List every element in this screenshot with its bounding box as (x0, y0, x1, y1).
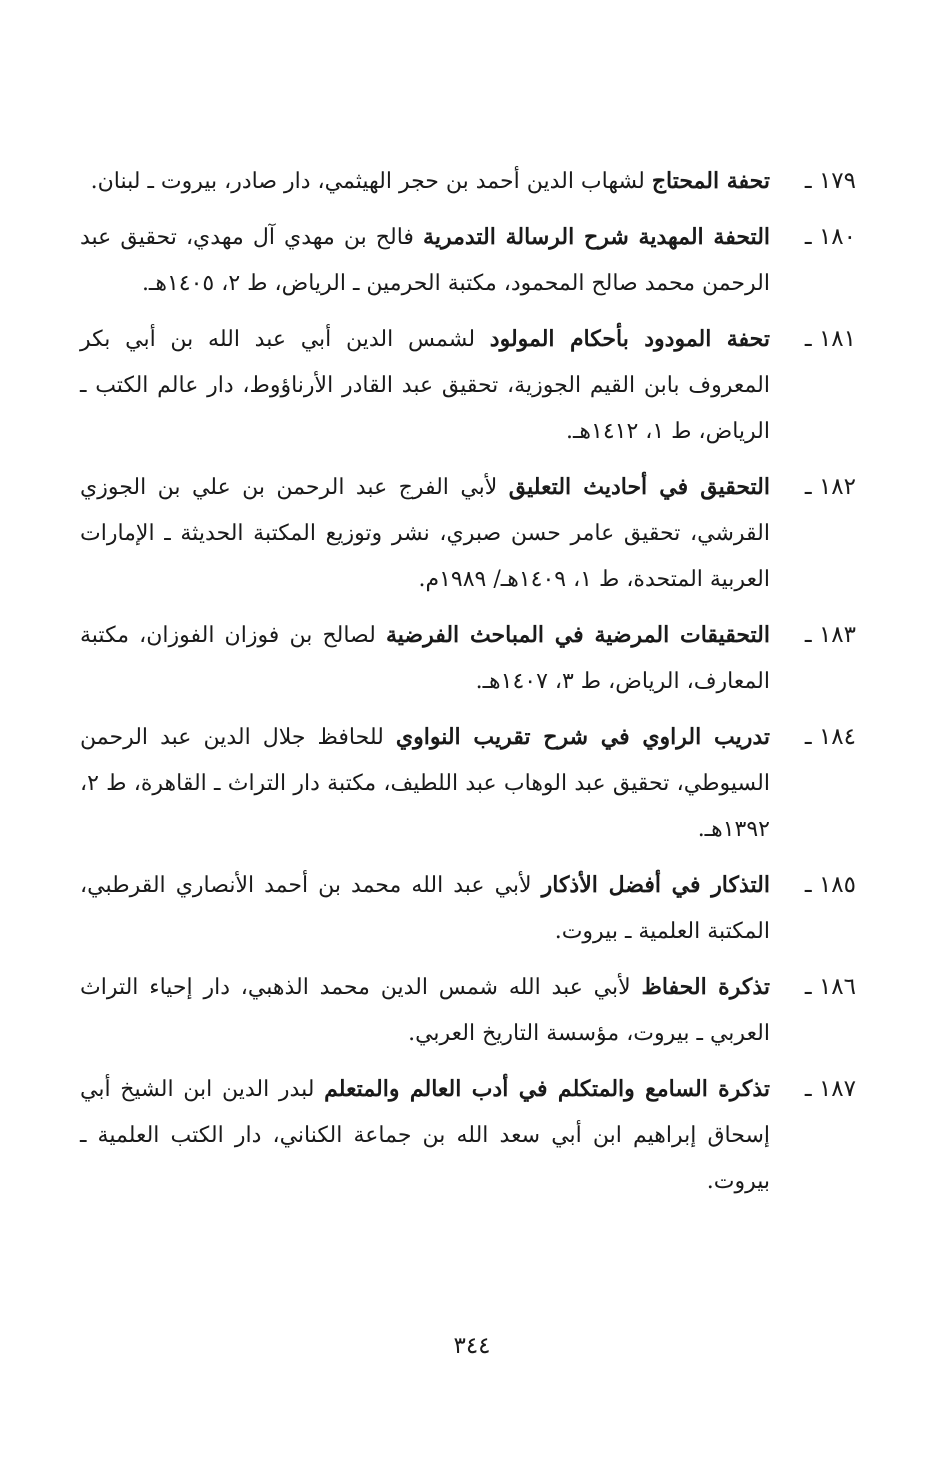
entry-details: لأبي عبد الله شمس الدين محمد الذهبي، دار إحياء التراث العربي ـ بيروت، مؤسسة التاريخ العربي. (80, 975, 770, 1046)
entry-text (80, 862, 770, 955)
page-number: ٣٤٤ (453, 1333, 491, 1359)
entry-details: فالح بن مهدي آل مهدي، تحقيق عبد الرحمن محمد صالح المحمود، مكتبة الحرمين ـ الرياض، ط ٢، ١٤٠٥هـ. (80, 225, 770, 296)
entry-number: ١٨٥ ـ (804, 872, 856, 898)
entry-text (80, 612, 770, 705)
entry-number: ١٨٦ ـ (804, 974, 856, 1000)
entry-details: لبدر الدين ابن الشيخ أبي إسحاق إبراهيم ابن أبي سعد الله بن جماعة الكناني، دار الكتب العلمية ـ بيروت. (80, 1077, 770, 1194)
entry-title: التذكار في أفضل الأذكار (541, 872, 770, 898)
entry-details: لشمس الدين أبي عبد الله بن أبي بكر المعروف بابن القيم الجوزية، تحقيق عبد القادر الأرناؤوط، دار عالم الكتب ـ الرياض، ط ١، ١٤١٢هـ. (80, 327, 770, 444)
entry-details: لشهاب الدين أحمد بن حجر الهيثمي، دار صادر، بيروت ـ لبنان. (90, 169, 652, 194)
bibliography-list (80, 158, 856, 1214)
entry-number: ١٨٤ ـ (804, 724, 856, 750)
bibliography-entry (80, 714, 856, 853)
entry-number: ١٨١ ـ (804, 326, 856, 352)
entry-text (80, 964, 770, 1057)
bibliography-entry (80, 964, 856, 1057)
entry-number: ١٨٢ ـ (804, 474, 856, 500)
entry-text (80, 464, 770, 603)
entry-title: التحقيقات المرضية في المباحث الفرضية (385, 622, 770, 648)
entry-number: ١٧٩ ـ (804, 168, 856, 194)
entry-title: تحفة المودود بأحكام المولود (489, 326, 770, 352)
entry-title: تحفة المحتاج (651, 168, 770, 194)
entry-title: التحقيق في أحاديث التعليق (508, 474, 770, 500)
bibliography-entry (80, 316, 856, 455)
entry-details: لصالح بن فوزان الفوزان، مكتبة المعارف، الرياض، ط ٣، ١٤٠٧هـ. (80, 623, 770, 694)
entry-number: ١٨٧ ـ (804, 1076, 856, 1102)
entry-text (80, 714, 770, 853)
entry-title: تذكرة الحفاظ (641, 974, 770, 1000)
bibliography-entry (80, 158, 856, 205)
entry-text (80, 316, 770, 455)
entry-number: ١٨٠ ـ (804, 224, 856, 250)
entry-number: ١٨٣ ـ (804, 622, 856, 648)
entry-details: لأبي الفرج عبد الرحمن بن علي بن الجوزي القرشي، تحقيق عامر حسن صبري، نشر وتوزيع المكتبة الحديثة ـ الإمارات العربية المتحدة، ط ١، ١٤٠٩هـ/ ١٩٨٩م. (80, 475, 770, 592)
entry-details: لأبي عبد الله محمد بن أحمد الأنصاري القرطبي، المكتبة العلمية ـ بيروت. (80, 873, 770, 944)
entry-text (80, 214, 770, 307)
bibliography-entry (80, 214, 856, 307)
bibliography-entry (80, 862, 856, 955)
entry-text (80, 1066, 770, 1205)
bibliography-entry (80, 1066, 856, 1205)
entry-details: للحافظ جلال الدين عبد الرحمن السيوطي، تحقيق عبد الوهاب عبد اللطيف، مكتبة دار التراث ـ القاهرة، ط ٢، ١٣٩٢هـ. (80, 725, 770, 842)
entry-title: التحفة المهدية شرح الرسالة التدمرية (423, 224, 771, 250)
entry-text (80, 158, 770, 205)
bibliography-entry (80, 464, 856, 603)
entry-title: تذكرة السامع والمتكلم في أدب العالم والمتعلم (324, 1076, 770, 1102)
bibliography-entry (80, 612, 856, 705)
entry-title: تدريب الراوي في شرح تقريب النواوي (395, 724, 770, 750)
